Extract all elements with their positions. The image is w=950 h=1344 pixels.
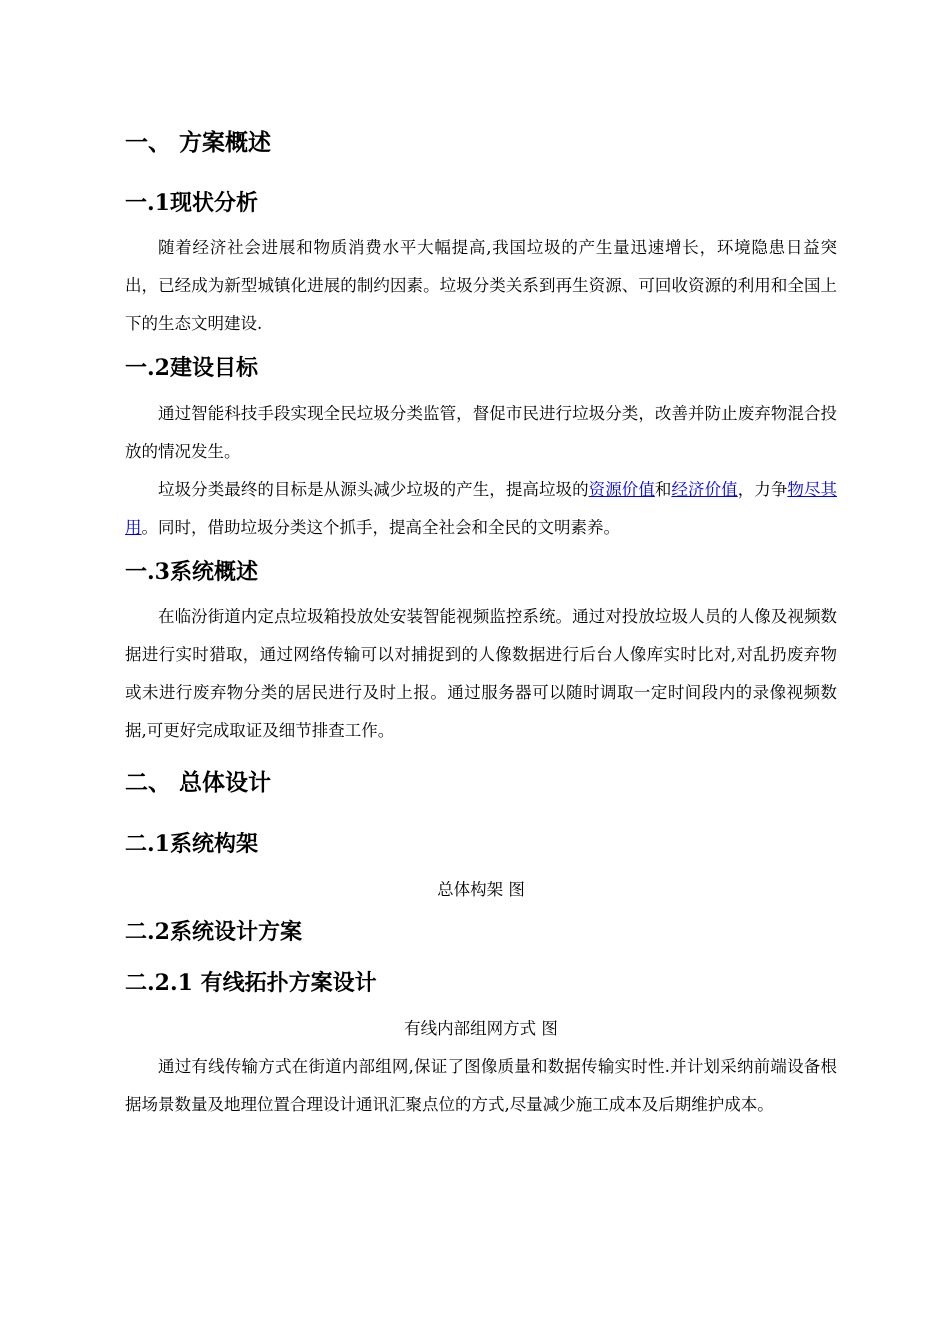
section-2-2-1-heading: 二.2.1 有线拓扑方案设计	[125, 970, 377, 996]
section-2-2-heading: 二.2系统设计方案	[125, 919, 302, 945]
section-1-1-heading: 一.1现状分析	[125, 190, 258, 216]
paragraph-text: 垃圾分类最终的目标是从源头减少垃圾的产生，提高垃圾的	[158, 480, 589, 499]
section-2-heading: 二、 总体设计	[125, 769, 272, 796]
paragraph-text: ，力争	[737, 480, 788, 499]
section-1-2-paragraph-1: 通过智能科技手段实现全民垃圾分类监管，督促市民进行垃圾分类，改善并防止废弃物混合投放的情况发生。	[125, 404, 837, 461]
figure-caption-wired-network: 有线内部组网方式 图	[404, 1019, 558, 1038]
paragraph-text: 。同时，借助垃圾分类这个抓手，提高全社会和全民的文明素养。	[141, 518, 620, 537]
section-1-2-heading: 一.2建设目标	[125, 355, 258, 381]
section-2-1-heading: 二.1系统构架	[125, 831, 258, 857]
paragraph-text: 和	[654, 480, 672, 499]
section-1-heading: 一、 方案概述	[125, 129, 272, 156]
section-2-2-1-paragraph: 通过有线传输方式在街道内部组网,保证了图像质量和数据传输实时性.并计划采纳前端设备根据场景数量及地理位置合理设计通讯汇聚点位的方式,尽量减少施工成本及后期维护成本。	[125, 1057, 837, 1114]
section-1-3-heading: 一.3系统概述	[125, 559, 258, 585]
figure-caption-overall-architecture: 总体构架 图	[437, 880, 525, 899]
link-economic-value[interactable]: 经济价值	[671, 480, 738, 499]
section-1-2-paragraph-2	[125, 471, 837, 547]
link-full-use[interactable]: 物尽其用	[125, 480, 837, 537]
section-1-1-paragraph: 随着经济社会进展和物质消费水平大幅提高,我国垃圾的产生量迅速增长，环境隐患日益突出，已经成为新型城镇化进展的制约因素。垃圾分类关系到再生资源、可回收资源的利用和全国上下的生态文明建设.	[125, 238, 837, 333]
link-resource-value[interactable]: 资源价值	[588, 480, 655, 499]
section-1-3-paragraph: 在临汾街道内定点垃圾箱投放处安装智能视频监控系统。通过对投放垃圾人员的人像及视频数据进行实时猎取，通过网络传输可以对捕捉到的人像数据进行后台人像库实时比对,对乱扔废弃物或未进行废弃物分类的居民进行及时上报。通过服务器可以随时调取一定时间段内的录像视频数据,可更好完成取证及细节排查工作。	[125, 607, 837, 740]
